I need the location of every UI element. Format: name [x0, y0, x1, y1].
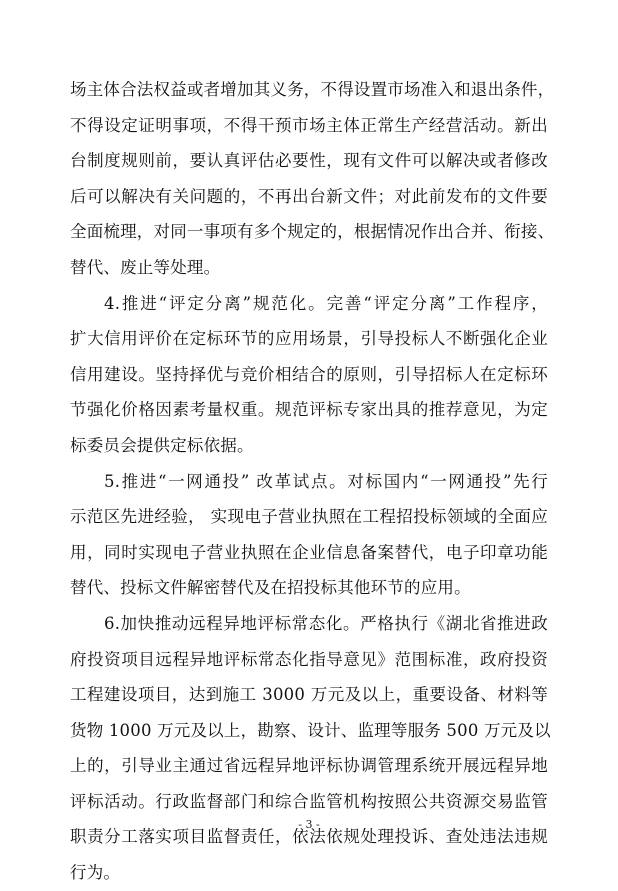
text-line: 货物 1000 万元及以上，勘察、设计、监理等服务 500 万元及以: [70, 720, 551, 740]
text-line: 全面梳理，对同一事项有多个规定的，根据情况作出合并、衔接、: [70, 222, 555, 242]
page-number: - 3 -: [298, 818, 320, 831]
text-line: 工程建设项目，达到施工 3000 万元及以上，重要设备、材料等: [70, 685, 548, 705]
text-line: 替代、投标文件解密替代及在招投标其他环节的应用。: [70, 578, 471, 598]
paragraph-item-5: [70, 464, 548, 606]
text-line: 用，同时实现电子营业执照在企业信息备案替代，电子印章功能: [70, 542, 548, 562]
text-line: 标委员会提供定标依据。: [70, 435, 254, 455]
text-line: 替代、废止等处理。: [70, 257, 221, 277]
text-line: 职责分工落实项目监督责任，依法依规处理投诉、查处违法违规: [70, 827, 548, 847]
document-body: [70, 72, 555, 891]
text-line: 6.加快推动远程异地评标常态化。严格执行《湖北省推进政: [104, 613, 548, 633]
text-line: 台制度规则前，要认真评估必要性，现有文件可以解决或者修改: [70, 151, 548, 171]
paragraph-item-4: [70, 286, 548, 464]
text-line: 后可以解决有关问题的，不再出台新文件；对此前发布的文件要: [70, 186, 548, 206]
text-line: 评标活动。行政监督部门和综合监管机构按照公共资源交易监管: [70, 791, 548, 811]
text-line: 示范区先进经验， 实现电子营业执照在工程招投标领域的全面应: [70, 507, 548, 527]
text-line: 行为。: [70, 863, 121, 883]
text-line: 信用建设。坚持择优与竞价相结合的原则，引导招标人在定标环: [70, 364, 548, 384]
paragraph-continuation: [70, 72, 555, 286]
text-line: 场主体合法权益或者增加其义务，不得设置市场准入和退出条件，: [70, 80, 555, 99]
text-line: 5.推进“一网通投” 改革试点。对标国内“一网通投”先行: [104, 471, 548, 491]
text-line: 府投资项目远程异地评标常态化指导意见》范围标准，政府投资: [70, 649, 548, 669]
text-line: 上的，引导业主通过省远程异地评标协调管理系统开展远程异地: [70, 756, 548, 776]
text-line: 扩大信用评价在定标环节的应用场景，引导投标人不断强化企业: [70, 329, 548, 349]
paragraph-item-6: [70, 606, 551, 891]
text-line: 节强化价格因素考量权重。规范评标专家出具的推荐意见，为定: [70, 400, 548, 420]
text-line: 不得设定证明事项，不得干预市场主体正常生产经营活动。新出: [70, 115, 548, 135]
text-line: 4.推进“评定分离”规范化。完善“评定分离”工作程序，: [104, 293, 548, 313]
